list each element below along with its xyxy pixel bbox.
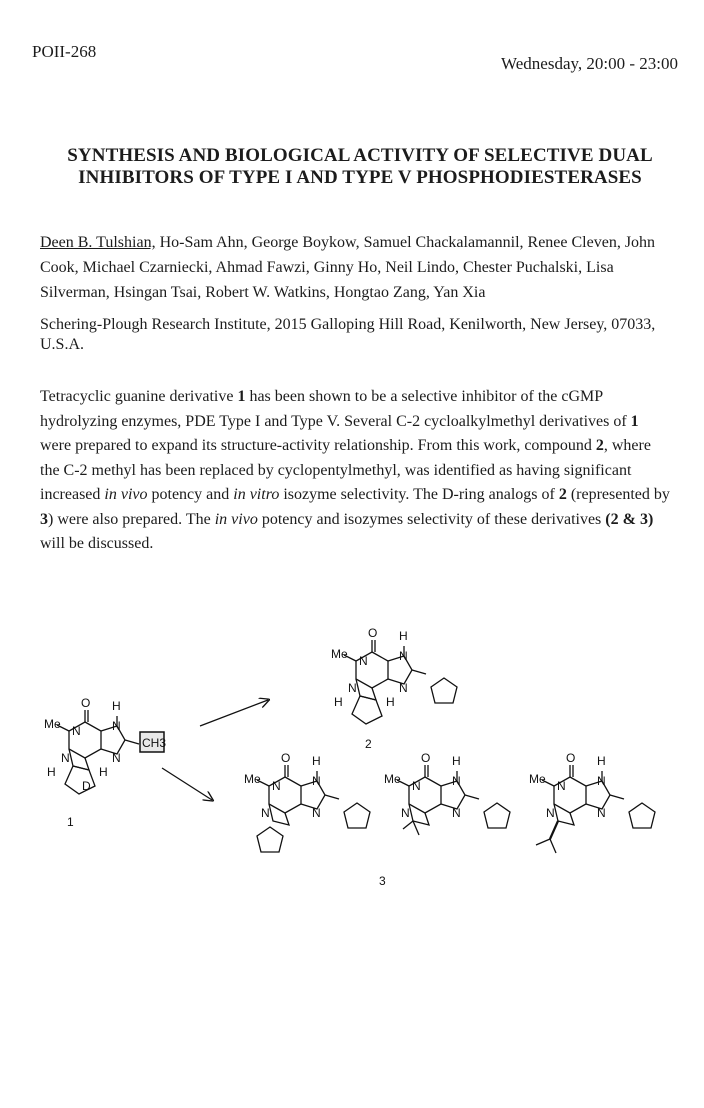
- svg-text:N: N: [359, 654, 368, 668]
- svg-text:H: H: [386, 695, 395, 709]
- svg-text:Me: Me: [244, 772, 261, 786]
- svg-text:N: N: [597, 806, 606, 820]
- svg-text:O: O: [368, 626, 378, 640]
- svg-text:Me: Me: [44, 717, 61, 731]
- svg-text:N: N: [401, 806, 410, 820]
- svg-text:N: N: [452, 806, 461, 820]
- compound-3b-structure: [384, 751, 510, 835]
- svg-text:H: H: [399, 629, 408, 643]
- svg-text:N: N: [272, 779, 281, 793]
- svg-text:H: H: [452, 754, 461, 768]
- svg-text:N: N: [312, 806, 321, 820]
- abstract-paragraph: Tetracyclic guanine derivative 1 has been shown to be a selective inhibitor of the cGMP hydrolyzing enzymes, PDE Type I and Type V. Several C-2 cycloalkylmethyl derivatives of 1 were prepared to expand its structure-activity relationship. From this work, compound 2, where the C-2 methyl has been replaced by cyclopentylmethyl, was identified as having significant increased in vivo potency and in vitro isozyme selectivity. The D-ring analogs of 2 (represented by 3) were also prepared. The in vivo potency and isozymes selectivity of these derivatives (2 & 3) will be discussed.: [40, 388, 670, 552]
- svg-text:Me: Me: [331, 647, 348, 661]
- svg-text:H: H: [47, 765, 56, 779]
- svg-text:N: N: [412, 779, 421, 793]
- svg-text:N: N: [546, 806, 555, 820]
- svg-text:N: N: [112, 719, 121, 733]
- compound-3-label: 3: [379, 874, 386, 888]
- svg-text:N: N: [452, 774, 461, 788]
- svg-text:N: N: [399, 681, 408, 695]
- svg-text:O: O: [81, 696, 91, 710]
- svg-text:O: O: [566, 751, 576, 765]
- paper-title: [40, 145, 680, 189]
- svg-text:N: N: [312, 774, 321, 788]
- svg-text:N: N: [597, 774, 606, 788]
- compound-1-label: 1: [67, 815, 74, 829]
- svg-text:N: N: [557, 779, 566, 793]
- svg-text:N: N: [112, 751, 121, 765]
- affiliation: Schering-Plough Research Institute, 2015 Galloping Hill Road, Kenilworth, New Jersey, 07033, U.S.A.: [40, 316, 656, 353]
- reaction-scheme: [0, 600, 704, 920]
- compound-3c-structure: [529, 751, 655, 853]
- compound-2-structure: [331, 626, 457, 724]
- session-schedule: Wednesday, 20:00 - 23:00: [501, 54, 678, 73]
- presenting-author: Deen B. Tulshian,: [40, 234, 156, 251]
- title-line-2: INHIBITORS OF TYPE I AND TYPE V PHOSPHODIESTERASES: [78, 167, 642, 188]
- svg-text:H: H: [597, 754, 606, 768]
- svg-text:N: N: [72, 724, 81, 738]
- session-code: POII-268: [32, 42, 97, 61]
- svg-text:D: D: [82, 779, 91, 793]
- svg-text:N: N: [261, 806, 270, 820]
- arrow-to-3: [162, 768, 212, 800]
- svg-text:Me: Me: [529, 772, 546, 786]
- arrow-to-2: [200, 700, 268, 726]
- co-authors: Ho-Sam Ahn, George Boykow, Samuel Chackalamannil, Renee Cleven, John Cook, Michael Czarniecki, Ahmad Fawzi, Ginny Ho, Neil Lindo, Chester Puchalski, Lisa Silverman, Hsingan Tsai, Robert W. Watkins, Hongtao Zang, Yan Xia: [40, 234, 656, 301]
- svg-text:H: H: [99, 765, 108, 779]
- svg-text:H: H: [312, 754, 321, 768]
- svg-text:H: H: [112, 699, 121, 713]
- ch3-label: CH3: [142, 736, 167, 750]
- svg-text:N: N: [399, 649, 408, 663]
- svg-text:O: O: [421, 751, 431, 765]
- svg-text:H: H: [334, 695, 343, 709]
- compound-1-structure: [44, 696, 166, 794]
- svg-text:N: N: [61, 751, 70, 765]
- compound-3a-structure: [244, 751, 370, 852]
- svg-text:O: O: [281, 751, 291, 765]
- abstract: [40, 385, 670, 557]
- svg-text:Me: Me: [384, 772, 401, 786]
- compound-2-label: 2: [365, 737, 372, 751]
- author-list: [40, 230, 670, 305]
- title-line-1: SYNTHESIS AND BIOLOGICAL ACTIVITY OF SELECTIVE DUAL: [67, 145, 653, 166]
- svg-text:N: N: [348, 681, 357, 695]
